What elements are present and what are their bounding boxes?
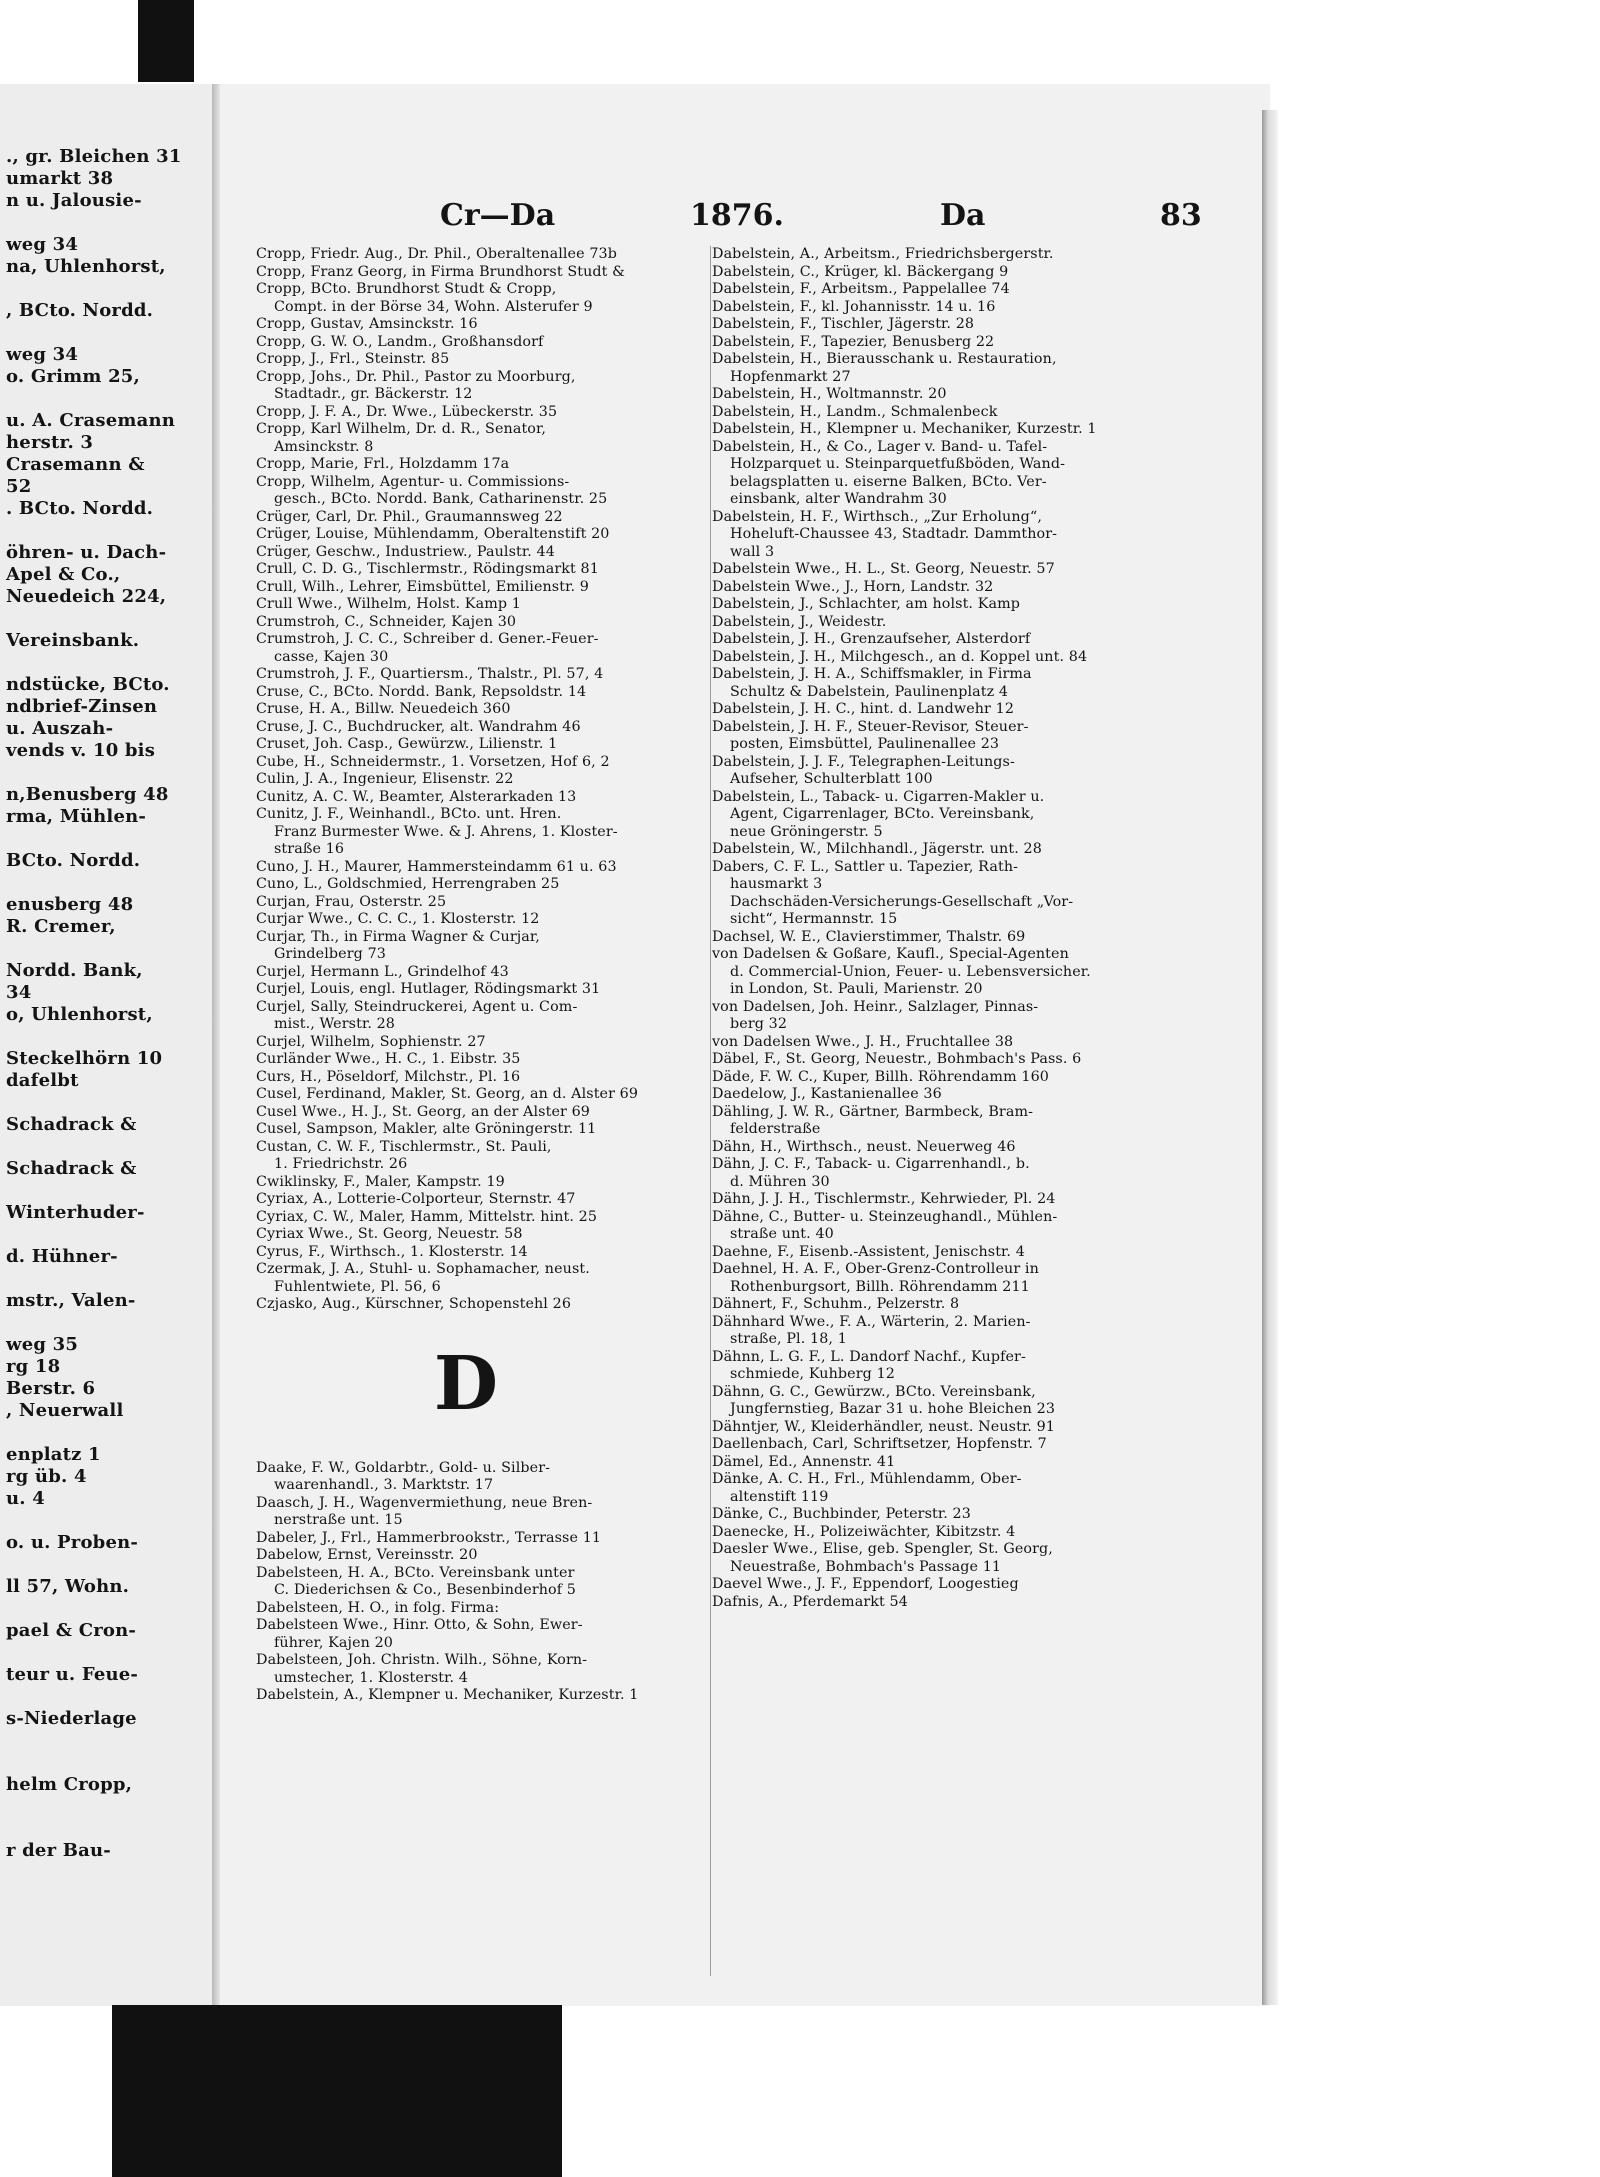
directory-entry-line: Curjel, Louis, engl. Hutlager, Rödingsmarkt 31 bbox=[256, 981, 601, 997]
directory-entry-line: Dachschäden-Versicherungs-Gesellschaft „Vor- bbox=[730, 893, 1074, 910]
directory-entry-line: Dabelstein, J. J. F., Telegraphen-Leitungs- bbox=[712, 753, 1015, 770]
directory-entry-line: Dähnhard Wwe., F. A., Wärterin, 2. Marien- bbox=[712, 1313, 1031, 1330]
directory-entry-line: Cruse, H. A., Billw. Neuedeich 360 bbox=[256, 701, 511, 717]
directory-entry-line: Crull Wwe., Wilhelm, Holst. Kamp 1 bbox=[256, 596, 521, 612]
left-page-text-fragment: Berstr. 6 bbox=[6, 1378, 96, 1399]
directory-entry-line: Curjel, Wilhelm, Sophienstr. 27 bbox=[256, 1033, 486, 1050]
left-page-text-fragment: umarkt 38 bbox=[6, 168, 114, 189]
directory-entry-line: nerstraße unt. 15 bbox=[274, 1512, 403, 1528]
left-page-text-fragment: Schadrack & bbox=[6, 1114, 137, 1135]
directory-entry-line: Daake, F. W., Goldarbtr., Gold- u. Silber- bbox=[256, 1459, 551, 1476]
directory-entry-line: wall 3 bbox=[730, 543, 775, 560]
directory-entry-line: Cube, H., Schneidermstr., 1. Vorsetzen, Hof 6, 2 bbox=[256, 753, 610, 770]
directory-entry-line: von Dadelsen Wwe., J. H., Fruchtallee 38 bbox=[712, 1033, 1014, 1050]
directory-entry-line: Dabelsteen, H. O., in folg. Firma: bbox=[256, 1599, 500, 1616]
directory-entry-line: Dabelow, Ernst, Vereinsstr. 20 bbox=[256, 1547, 478, 1563]
left-page-text-fragment: 52 bbox=[6, 476, 32, 497]
directory-entry-line: Dabelsteen, Joh. Christn. Wilh., Söhne, Korn- bbox=[256, 1652, 588, 1668]
directory-entry-line: Crüger, Louise, Mühlendamm, Oberaltenstift 20 bbox=[256, 526, 610, 542]
left-page-text-fragment: rg üb. 4 bbox=[6, 1466, 87, 1487]
left-page-text-fragment: weg 35 bbox=[6, 1334, 79, 1355]
directory-entry-line: Aufseher, Schulterblatt 100 bbox=[730, 771, 933, 787]
directory-entry-line: Dabelstein, A., Klempner u. Mechaniker, Kurzestr. 1 bbox=[256, 1687, 639, 1703]
directory-entry-line: Dabelstein, H., Bierausschank u. Restauration, bbox=[712, 351, 1057, 367]
left-page-text-fragment: vends v. 10 bis bbox=[6, 740, 156, 761]
directory-entry-line: Daedelow, J., Kastanienallee 36 bbox=[712, 1086, 942, 1102]
directory-entry-line: Cwiklinsky, F., Maler, Kampstr. 19 bbox=[256, 1173, 505, 1190]
page-edge-shadow bbox=[1262, 110, 1278, 2005]
directory-entry-line: Crull, Wilh., Lehrer, Eimsbüttel, Emilienstr. 9 bbox=[256, 578, 589, 595]
directory-entry-line: Curländer Wwe., H. C., 1. Eibstr. 35 bbox=[256, 1051, 521, 1067]
directory-entry-line: Amsinckstr. 8 bbox=[274, 438, 374, 455]
left-page-text-fragment: 34 bbox=[6, 982, 32, 1003]
directory-entry-line: Dabelstein, J. H., Grenzaufseher, Alsterdorf bbox=[712, 631, 1031, 647]
directory-entry-line: Dabelstein, F., Tapezier, Benusberg 22 bbox=[712, 333, 995, 350]
left-page-text-fragment: Apel & Co., bbox=[6, 564, 121, 585]
directory-entry-line: Dänke, C., Buchbinder, Peterstr. 23 bbox=[712, 1506, 971, 1522]
entries-d bbox=[256, 1460, 716, 1705]
directory-entry-line: Agent, Cigarrenlager, BCto. Vereinsbank, bbox=[730, 806, 1035, 822]
directory-entry-line: Cruset, Joh. Casp., Gewürzw., Lilienstr. 1 bbox=[256, 736, 558, 752]
header-year: 1876. bbox=[690, 198, 784, 233]
directory-entry-line: Cunitz, J. F., Weinhandl., BCto. unt. Hren. bbox=[256, 806, 562, 822]
directory-entry-line: Cropp, G. W. O., Landm., Großhansdorf bbox=[256, 333, 544, 350]
header-letter-label: Da bbox=[940, 198, 986, 233]
directory-entry-line: Daevel Wwe., J. F., Eppendorf, Loogestieg bbox=[712, 1576, 1019, 1592]
directory-entry-line: d. Commercial-Union, Feuer- u. Lebensversicher. bbox=[730, 963, 1091, 980]
directory-entry-line: Custan, C. W. F., Tischlermstr., St. Pauli, bbox=[256, 1138, 552, 1155]
directory-entry-line: hausmarkt 3 bbox=[730, 876, 823, 892]
directory-entry-line: Cropp, BCto. Brundhorst Studt & Cropp, bbox=[256, 281, 557, 297]
left-page-text-fragment: Schadrack & bbox=[6, 1158, 137, 1179]
directory-entry-line: posten, Eimsbüttel, Paulinenallee 23 bbox=[730, 736, 1000, 752]
page-gutter bbox=[212, 84, 220, 2006]
directory-entry-line: Cropp, J., Frl., Steinstr. 85 bbox=[256, 351, 450, 367]
scan-edge-tab-top bbox=[138, 0, 194, 82]
section-letter-d: D bbox=[433, 1340, 499, 1427]
directory-entry-line: neue Gröningerstr. 5 bbox=[730, 823, 883, 840]
directory-entry-line: Jungfernstieg, Bazar 31 u. hohe Bleichen 23 bbox=[730, 1401, 1056, 1417]
directory-entry-line: Hoheluft-Chaussee 43, Stadtadr. Dammthor- bbox=[730, 526, 1058, 542]
left-page-text-fragment: , BCto. Nordd. bbox=[6, 300, 154, 321]
directory-entry-line: Cyriax, C. W., Maler, Hamm, Mittelstr. hint. 25 bbox=[256, 1208, 598, 1225]
directory-entry-line: Dabelstein, H., Klempner u. Mechaniker, Kurzestr. 1 bbox=[712, 421, 1097, 437]
directory-entry-line: Grindelberg 73 bbox=[274, 946, 386, 962]
directory-entry-line: Dähn, H., Wirthsch., neust. Neuerweg 46 bbox=[712, 1138, 1016, 1155]
directory-entry-line: Crull, C. D. G., Tischlermstr., Rödingsmarkt 81 bbox=[256, 561, 599, 577]
directory-entry-line: Fuhlentwiete, Pl. 56, 6 bbox=[274, 1278, 441, 1295]
directory-entry-line: Crumstroh, J. F., Quartiersm., Thalstr., Pl. 57, 4 bbox=[256, 666, 604, 682]
left-page-text-fragment: ndbrief-Zinsen bbox=[6, 696, 158, 717]
directory-entry-line: straße unt. 40 bbox=[730, 1226, 834, 1242]
directory-entry-line: Dabelsteen, H. A., BCto. Vereinsbank unter bbox=[256, 1564, 575, 1581]
directory-entry-line: Cyriax Wwe., St. Georg, Neuestr. 58 bbox=[256, 1226, 523, 1242]
scan-edge-tab-bottom bbox=[112, 2005, 562, 2177]
directory-entry-line: Dabelstein, L., Taback- u. Cigarren-Makler u. bbox=[712, 788, 1045, 805]
left-page-text-fragment: pael & Cron- bbox=[6, 1620, 137, 1641]
directory-entry-line: Dabelstein Wwe., J., Horn, Landstr. 32 bbox=[712, 578, 994, 595]
directory-entry-line: Curjan, Frau, Osterstr. 25 bbox=[256, 893, 447, 910]
directory-entry-line: Dabelstein, J., Weidestr. bbox=[712, 613, 887, 630]
directory-entry-line: Dafnis, A., Pferdemarkt 54 bbox=[712, 1593, 908, 1610]
directory-entry-line: Dachsel, W. E., Clavierstimmer, Thalstr. 69 bbox=[712, 928, 1026, 945]
directory-entry-line: Curjel, Hermann L., Grindelhof 43 bbox=[256, 963, 509, 980]
directory-entry-line: Curjar, Th., in Firma Wagner & Curjar, bbox=[256, 928, 540, 945]
left-page-text-fragment: o. u. Proben- bbox=[6, 1532, 139, 1553]
directory-entry-line: Crumstroh, C., Schneider, Kajen 30 bbox=[256, 613, 517, 630]
directory-entry-line: Daasch, J. H., Wagenvermiethung, neue Bren- bbox=[256, 1494, 593, 1511]
directory-entry-line: Dabelstein, J. H. F., Steuer-Revisor, Steuer- bbox=[712, 718, 1029, 735]
entries-da bbox=[712, 246, 1192, 1611]
directory-entry-line: Cuno, L., Goldschmied, Herrengraben 25 bbox=[256, 876, 560, 892]
left-column bbox=[256, 246, 716, 1705]
directory-entry-line: Schultz & Dabelstein, Paulinenplatz 4 bbox=[730, 683, 1009, 700]
directory-entry-line: Dabelstein, J. H. A., Schiffsmakler, in Firma bbox=[712, 666, 1032, 682]
directory-entry-line: C. Diederichsen & Co., Besenbinderhof 5 bbox=[274, 1582, 576, 1598]
directory-entry-line: führer, Kajen 20 bbox=[274, 1634, 393, 1651]
directory-entry-line: Dabelstein, F., kl. Johannisstr. 14 u. 16 bbox=[712, 298, 996, 315]
directory-entry-line: Hopfenmarkt 27 bbox=[730, 368, 851, 385]
directory-entry-line: Cropp, Marie, Frl., Holzdamm 17a bbox=[256, 456, 510, 472]
directory-entry-line: einsbank, alter Wandrahm 30 bbox=[730, 491, 947, 507]
directory-entry-line: Czjasko, Aug., Kürschner, Schopenstehl 26 bbox=[256, 1296, 572, 1312]
directory-entry-line: Dähnn, G. C., Gewürzw., BCto. Vereinsbank, bbox=[712, 1383, 1036, 1400]
left-page-text-fragment: n,Benusberg 48 bbox=[6, 784, 169, 805]
left-page-text-fragment: n u. Jalousie- bbox=[6, 190, 142, 211]
page-header bbox=[220, 196, 1220, 240]
left-page-text-fragment: . BCto. Nordd. bbox=[6, 498, 154, 519]
directory-entry-line: Cyriax, A., Lotterie-Colporteur, Sternstr. 47 bbox=[256, 1191, 576, 1207]
left-page-text-fragment: weg 34 bbox=[6, 234, 79, 255]
directory-entry-line: Dabelstein, A., Arbeitsm., Friedrichsbergerstr. bbox=[712, 246, 1054, 262]
directory-entry-line: Cropp, Gustav, Amsinckstr. 16 bbox=[256, 316, 478, 332]
right-column bbox=[712, 246, 1192, 1611]
directory-entry-line: altenstift 119 bbox=[730, 1488, 829, 1505]
directory-entry-line: Dabeler, J., Frl., Hammerbrookstr., Terrasse 11 bbox=[256, 1529, 602, 1546]
directory-entry-line: Dähntjer, W., Kleiderhändler, neust. Neustr. 91 bbox=[712, 1418, 1055, 1435]
directory-entry-line: Daehnel, H. A. F., Ober-Grenz-Controlleur in bbox=[712, 1261, 1039, 1277]
directory-entry-line: Dabelstein, J. H., Milchgesch., an d. Koppel unt. 84 bbox=[712, 648, 1088, 665]
directory-entry-line: Cropp, J. F. A., Dr. Wwe., Lübeckerstr. 35 bbox=[256, 403, 558, 420]
directory-entry-line: Culin, J. A., Ingenieur, Elisenstr. 22 bbox=[256, 771, 514, 787]
directory-entry-line: Dänke, A. C. H., Frl., Mühlendamm, Ober- bbox=[712, 1471, 1022, 1487]
directory-entry-line: Cruse, J. C., Buchdrucker, alt. Wandrahm 46 bbox=[256, 718, 581, 735]
directory-entry-line: Dähnert, F., Schuhm., Pelzerstr. 8 bbox=[712, 1296, 960, 1312]
left-page-text-fragment: enplatz 1 bbox=[6, 1444, 101, 1465]
directory-entry-line: Däde, F. W. C., Kuper, Billh. Röhrendamm 160 bbox=[712, 1068, 1049, 1085]
directory-entry-line: Cunitz, A. C. W., Beamter, Alsterarkaden 13 bbox=[256, 788, 577, 805]
directory-entry-line: Crüger, Carl, Dr. Phil., Graumannsweg 22 bbox=[256, 508, 563, 525]
directory-entry-line: Cropp, Johs., Dr. Phil., Pastor zu Moorburg, bbox=[256, 368, 576, 385]
directory-entry-line: belagsplatten u. eiserne Balken, BCto. Ver- bbox=[730, 473, 1047, 490]
directory-entry-line: waarenhandl., 3. Marktstr. 17 bbox=[274, 1477, 494, 1493]
left-page-text-fragment: o. Grimm 25, bbox=[6, 366, 140, 387]
directory-entry-line: Cropp, Wilhelm, Agentur- u. Commissions- bbox=[256, 473, 570, 490]
left-page-text-fragment: u. 4 bbox=[6, 1488, 45, 1509]
directory-entry-line: Curjel, Sally, Steindruckerei, Agent u. Com- bbox=[256, 998, 578, 1015]
left-page-text-fragment: dafelbt bbox=[6, 1070, 79, 1091]
directory-entry-line: Dabelstein, F., Tischler, Jägerstr. 28 bbox=[712, 316, 975, 332]
directory-entry-line: 1. Friedrichstr. 26 bbox=[274, 1156, 408, 1172]
left-page-text-fragment: d. Hühner- bbox=[6, 1246, 118, 1267]
directory-entry-line: in London, St. Pauli, Marienstr. 20 bbox=[730, 981, 983, 997]
left-page-text-fragment: u. Auszah- bbox=[6, 718, 114, 739]
left-page-text-fragment: teur u. Feue- bbox=[6, 1664, 139, 1685]
left-page-text-fragment: rma, Mühlen- bbox=[6, 806, 147, 827]
directory-entry-line: Dabelstein, J. H. C., hint. d. Landwehr 12 bbox=[712, 701, 1015, 717]
left-page-text-fragment: helm Cropp, bbox=[6, 1774, 133, 1795]
directory-entry-line: gesch., BCto. Nordd. Bank, Catharinenstr. 25 bbox=[274, 491, 608, 507]
directory-entry-line: Dabelstein, H., Woltmannstr. 20 bbox=[712, 386, 947, 402]
directory-entry-line: Crüger, Geschw., Industriew., Paulstr. 44 bbox=[256, 543, 555, 560]
directory-entry-line: Czermak, J. A., Stuhl- u. Sophamacher, neust. bbox=[256, 1261, 590, 1277]
directory-entry-line: Cuno, J. H., Maurer, Hammersteindamm 61 u. 63 bbox=[256, 858, 617, 875]
left-page-text-fragment: R. Cremer, bbox=[6, 916, 116, 937]
directory-entry-line: Daesler Wwe., Elise, geb. Spengler, St. Georg, bbox=[712, 1541, 1053, 1557]
header-range-label: Cr—Da bbox=[440, 198, 556, 233]
directory-entry-line: Dähn, J. C. F., Taback- u. Cigarrenhandl., b. bbox=[712, 1156, 1030, 1172]
directory-entry-line: Dabelstein, H., & Co., Lager v. Band- u. Tafel- bbox=[712, 438, 1048, 455]
directory-entry-line: Cusel, Sampson, Makler, alte Gröningerstr. 11 bbox=[256, 1121, 597, 1137]
directory-entry-line: Dähnn, L. G. F., L. Dandorf Nachf., Kupfer- bbox=[712, 1348, 1026, 1365]
left-page-text-fragment: herstr. 3 bbox=[6, 432, 94, 453]
directory-entry-line: straße, Pl. 18, 1 bbox=[730, 1331, 847, 1347]
directory-entry-line: felderstraße bbox=[730, 1121, 821, 1137]
left-page-text-fragment: na, Uhlenhorst, bbox=[6, 256, 166, 277]
directory-entry-line: Stadtadr., gr. Bäckerstr. 12 bbox=[274, 386, 473, 402]
directory-entry-line: straße 16 bbox=[274, 841, 345, 857]
directory-entry-line: Dabelstein, F., Arbeitsm., Pappelallee 74 bbox=[712, 281, 1010, 297]
directory-entry-line: Holzparquet u. Steinparquetfußböden, Wand- bbox=[730, 456, 1066, 472]
left-page-text-fragment: u. A. Crasemann bbox=[6, 410, 176, 431]
directory-entry-line: Cusel, Ferdinand, Makler, St. Georg, an d. Alster 69 bbox=[256, 1086, 639, 1102]
directory-entry-line: Rothenburgsort, Billh. Röhrendamm 211 bbox=[730, 1278, 1030, 1295]
left-page-text-fragment: Vereinsbank. bbox=[6, 630, 140, 651]
directory-entry-line: Cusel Wwe., H. J., St. Georg, an der Alster 69 bbox=[256, 1103, 590, 1120]
directory-entry-line: Dähling, J. W. R., Gärtner, Barmbeck, Bram- bbox=[712, 1103, 1034, 1120]
directory-entry-line: sicht“, Hermannstr. 15 bbox=[730, 911, 898, 927]
directory-entry-line: Daehne, F., Eisenb.-Assistent, Jenischstr. 4 bbox=[712, 1243, 1025, 1260]
directory-entry-line: Compt. in der Börse 34, Wohn. Alsterufer 9 bbox=[274, 298, 593, 315]
directory-entry-line: Cyrus, F., Wirthsch., 1. Klosterstr. 14 bbox=[256, 1243, 528, 1260]
directory-entry-line: Dabelstein, H. F., Wirthsch., „Zur Erholung“, bbox=[712, 508, 1042, 525]
directory-entry-line: Dabelstein, W., Milchhandl., Jägerstr. unt. 28 bbox=[712, 841, 1042, 857]
left-page-text-fragment: ll 57, Wohn. bbox=[6, 1576, 130, 1597]
directory-entry-line: Cruse, C., BCto. Nordd. Bank, Repsoldstr. 14 bbox=[256, 683, 587, 700]
left-page-text-fragment: s-Niederlage bbox=[6, 1708, 137, 1729]
directory-entry-line: Däbel, F., St. Georg, Neuestr., Bohmbach's Pass. 6 bbox=[712, 1051, 1082, 1067]
directory-entry-line: Curs, H., Pöseldorf, Milchstr., Pl. 16 bbox=[256, 1068, 521, 1085]
directory-entry-line: mist., Werstr. 28 bbox=[274, 1016, 395, 1032]
directory-entry-line: von Dadelsen, Joh. Heinr., Salzlager, Pinnas- bbox=[712, 998, 1039, 1015]
left-page-text-fragment: , Neuerwall bbox=[6, 1400, 124, 1421]
directory-entry-line: Dabelstein, J., Schlachter, am holst. Kamp bbox=[712, 596, 1021, 612]
directory-entry-line: Neuestraße, Bohmbach's Passage 11 bbox=[730, 1558, 1002, 1575]
directory-entry-line: Dabelstein, C., Krüger, kl. Bäckergang 9 bbox=[712, 263, 1009, 280]
left-page-text-fragment: enusberg 48 bbox=[6, 894, 134, 915]
left-page-text-fragment: BCto. Nordd. bbox=[6, 850, 141, 871]
left-page-text-fragment: Steckelhörn 10 bbox=[6, 1048, 163, 1069]
left-page-text-fragment: mstr., Valen- bbox=[6, 1290, 136, 1311]
directory-entry-line: Cropp, Friedr. Aug., Dr. Phil., Oberaltenallee 73b bbox=[256, 246, 617, 262]
directory-entry-line: umstecher, 1. Klosterstr. 4 bbox=[274, 1669, 468, 1686]
entries-cr bbox=[256, 246, 716, 1314]
left-page-text-fragment: o, Uhlenhorst, bbox=[6, 1004, 153, 1025]
left-page-text-fragment: r der Bau- bbox=[6, 1840, 111, 1861]
left-page-fragment bbox=[0, 84, 212, 2006]
directory-entry-line: Crumstroh, J. C. C., Schreiber d. Gener.-Feuer- bbox=[256, 631, 599, 647]
left-page-text-fragment: ndstücke, BCto. bbox=[6, 674, 170, 695]
directory-entry-line: Franz Burmester Wwe. & J. Ahrens, 1. Kloster- bbox=[274, 823, 618, 840]
directory-entry-line: Cropp, Karl Wilhelm, Dr. d. R., Senator, bbox=[256, 421, 547, 437]
left-page-text-fragment: Crasemann & bbox=[6, 454, 145, 475]
left-page-text-fragment: weg 34 bbox=[6, 344, 79, 365]
page-number: 83 bbox=[1160, 198, 1202, 233]
directory-entry-line: Curjar Wwe., C. C. C., 1. Klosterstr. 12 bbox=[256, 911, 540, 927]
directory-entry-line: d. Mühren 30 bbox=[730, 1173, 830, 1190]
directory-entry-line: Daellenbach, Carl, Schriftsetzer, Hopfenstr. 7 bbox=[712, 1436, 1047, 1452]
directory-entry-line: berg 32 bbox=[730, 1016, 788, 1032]
directory-entry-line: Dähne, C., Butter- u. Steinzeughandl., Mühlen- bbox=[712, 1208, 1058, 1225]
directory-entry-line: Dabers, C. F. L., Sattler u. Tapezier, Rath- bbox=[712, 858, 1019, 875]
left-page-text-fragment: Neuedeich 224, bbox=[6, 586, 167, 607]
left-page-text-fragment: rg 18 bbox=[6, 1356, 61, 1377]
left-page-text-fragment: ., gr. Bleichen 31 bbox=[6, 146, 182, 167]
left-page-text-fragment: Winterhuder- bbox=[6, 1202, 145, 1223]
directory-entry-line: von Dadelsen & Goßare, Kaufl., Special-Agenten bbox=[712, 946, 1069, 962]
left-page-text-fragment: öhren- u. Dach- bbox=[6, 542, 167, 563]
left-page-text-fragment: Nordd. Bank, bbox=[6, 960, 143, 981]
directory-entry-line: Dabelstein Wwe., H. L., St. Georg, Neuestr. 57 bbox=[712, 561, 1055, 577]
directory-entry-line: Dabelstein, H., Landm., Schmalenbeck bbox=[712, 403, 998, 420]
directory-entry-line: Dämel, Ed., Annenstr. 41 bbox=[712, 1453, 896, 1470]
directory-entry-line: Cropp, Franz Georg, in Firma Brundhorst Studt & bbox=[256, 263, 625, 280]
directory-entry-line: schmiede, Kuhberg 12 bbox=[730, 1366, 895, 1382]
directory-entry-line: casse, Kajen 30 bbox=[274, 648, 389, 665]
directory-entry-line: Daenecke, H., Polizeiwächter, Kibitzstr. 4 bbox=[712, 1523, 1016, 1540]
directory-entry-line: Dähn, J. J. H., Tischlermstr., Kehrwieder, Pl. 24 bbox=[712, 1191, 1056, 1207]
directory-entry-line: Dabelsteen Wwe., Hinr. Otto, & Sohn, Ewer- bbox=[256, 1617, 583, 1633]
